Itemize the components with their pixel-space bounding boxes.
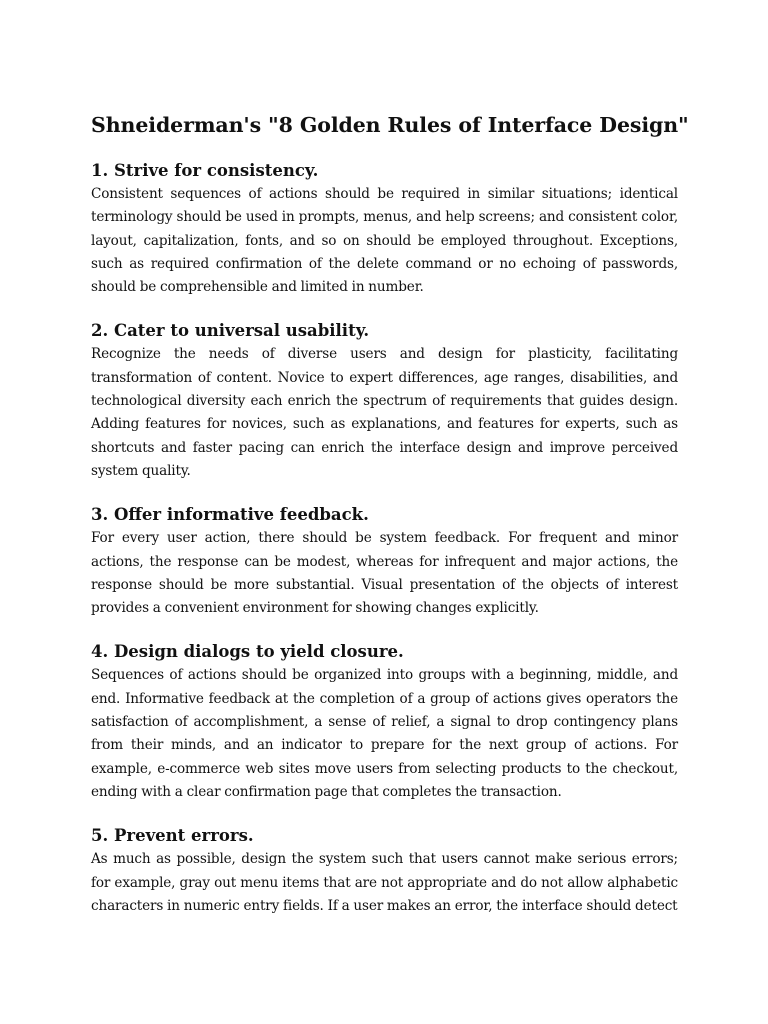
rule-section-5 bbox=[91, 824, 678, 918]
rule-section-3 bbox=[91, 503, 678, 620]
rule-body: Consistent sequences of actions should be required in similar situations; identical terminology should be used in prompts, menus, and help screens; and consistent color, layout, capitalization, fonts, and so on should be employed throughout. Exceptions, such as required confirmation of the delete command or no echoing of passwords, should be comprehensible and limited in number. bbox=[91, 186, 678, 296]
rule-heading: 4. Design dialogs to yield closure. bbox=[91, 642, 404, 662]
rule-body: Recognize the needs of diverse users and design for plasticity, facilitating transformation of content. Novice to expert differences, age ranges, disabilities, and technological diversity each enrich the spectrum of requirements that guides design. Adding features for novices, such as explanations, and features for experts, such as shortcuts and faster pacing can enrich the interface design and improve perceived system quality. bbox=[91, 346, 678, 479]
rule-heading: 3. Offer informative feedback. bbox=[91, 505, 369, 525]
rule-heading: 1. Strive for consistency. bbox=[91, 161, 319, 180]
rule-section-1 bbox=[91, 159, 678, 299]
rule-heading: 5. Prevent errors. bbox=[91, 826, 254, 846]
rule-body: As much as possible, design the system such that users cannot make serious errors; for example, gray out menu items that are not appropriate and do not allow alphabetic characters in numeric entry fields. If a user makes an error, the interface should detect bbox=[91, 851, 678, 914]
document-title: Shneiderman's "8 Golden Rules of Interface Design" bbox=[91, 113, 689, 137]
rule-body: For every user action, there should be system feedback. For frequent and minor actions, the response can be modest, whereas for infrequent and major actions, the response should be more substantial. Visual presentation of the objects of interest provides a convenient environment for showing changes explicitly. bbox=[91, 530, 678, 617]
rule-heading: 2. Cater to universal usability. bbox=[91, 321, 370, 341]
rule-section-2 bbox=[91, 319, 678, 483]
rule-section-4 bbox=[91, 640, 678, 804]
rule-body: Sequences of actions should be organized into groups with a beginning, middle, and end. Informative feedback at the completion of a group of actions gives operators the satisfaction of accomplishment, a sense of relief, a signal to drop contingency plans from their minds, and an indicator to prepare for the next group of actions. For example, e-commerce web sites move users from selecting products to the checkout, ending with a clear confirmation page that completes the transaction. bbox=[91, 667, 678, 800]
